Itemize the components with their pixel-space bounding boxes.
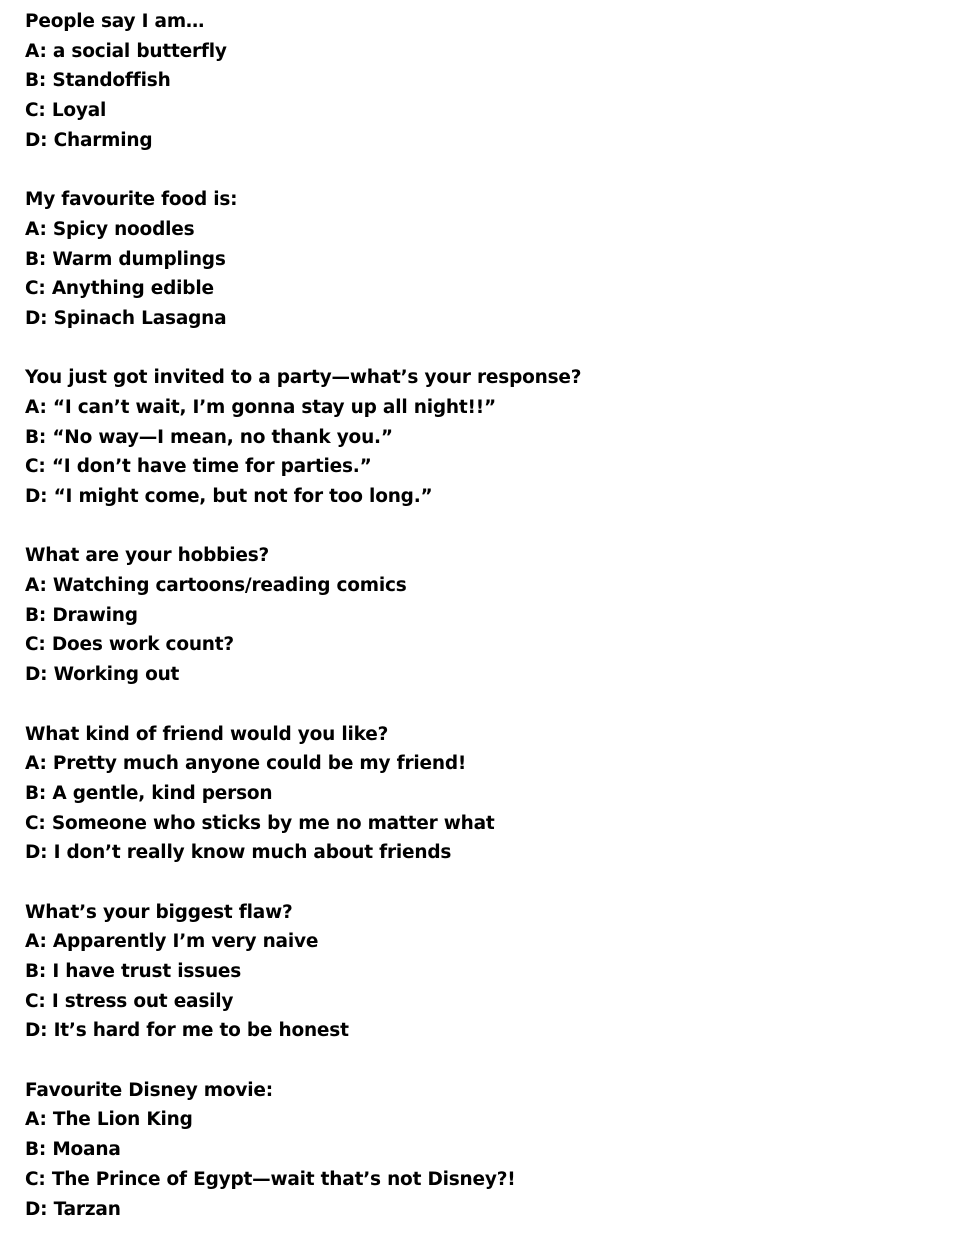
answer-option-a: A: Spicy noodles bbox=[25, 218, 195, 240]
answer-option-c: C: “I don’t have time for parties.” bbox=[25, 456, 372, 478]
question-prompt: You just got invited to a party—what’s your response? bbox=[25, 367, 582, 389]
question-prompt: What’s your biggest flaw? bbox=[25, 901, 293, 923]
answer-option-b: B: Warm dumplings bbox=[25, 248, 226, 270]
answer-option-b: B: I have trust issues bbox=[25, 961, 242, 982]
answer-option-d: D: Charming bbox=[25, 129, 153, 151]
answer-option-b: B: Standoffish bbox=[25, 70, 171, 92]
answer-option-b: B: A gentle, kind person bbox=[25, 782, 273, 804]
question-block bbox=[25, 363, 925, 511]
answer-option-b: B: “No way—I mean, no thank you.” bbox=[25, 426, 393, 448]
answer-option-d: D: Spinach Lasagna bbox=[25, 307, 227, 329]
answer-option-c: C: Someone who sticks by me no matter what bbox=[25, 812, 495, 834]
answer-option-a: A: The Lion King bbox=[25, 1109, 193, 1131]
answer-option-c: C: The Prince of Egypt—wait that’s not Disney?! bbox=[25, 1168, 516, 1190]
quiz-document bbox=[25, 7, 925, 1254]
question-prompt: What kind of friend would you like? bbox=[25, 723, 389, 745]
answer-option-a: A: Apparently I’m very naive bbox=[25, 931, 319, 953]
question-block bbox=[25, 541, 925, 689]
answer-option-a: A: “I can’t wait, I’m gonna stay up all night!!” bbox=[25, 396, 496, 418]
answer-option-a: A: Pretty much anyone could be my friend! bbox=[25, 753, 467, 775]
answer-option-d: D: It’s hard for me to be honest bbox=[25, 1020, 349, 1042]
answer-option-d: D: Tarzan bbox=[25, 1198, 121, 1220]
question-prompt: What are your hobbies? bbox=[25, 545, 270, 567]
answer-option-c: C: Loyal bbox=[25, 100, 107, 122]
answer-option-b: B: Moana bbox=[25, 1139, 121, 1161]
answer-option-c: C: Does work count? bbox=[25, 634, 234, 656]
answer-option-c: C: Anything edible bbox=[25, 278, 214, 300]
answer-option-d: D: Working out bbox=[25, 664, 180, 686]
answer-option-d: D: “I might come, but not for too long.” bbox=[25, 486, 433, 507]
question-prompt: Favourite Disney movie: bbox=[25, 1079, 273, 1101]
question-block bbox=[25, 898, 925, 1046]
question-block bbox=[25, 1076, 925, 1224]
question-prompt: People say I am… bbox=[25, 11, 205, 32]
answer-option-a: A: a social butterfly bbox=[25, 40, 227, 62]
question-block bbox=[25, 185, 925, 333]
question-block bbox=[25, 720, 925, 868]
question-prompt: My favourite food is: bbox=[25, 189, 238, 211]
answer-option-d: D: I don’t really know much about friends bbox=[25, 842, 452, 864]
answer-option-c: C: I stress out easily bbox=[25, 990, 234, 1012]
question-block bbox=[25, 7, 925, 155]
answer-option-b: B: Drawing bbox=[25, 604, 138, 626]
answer-option-a: A: Watching cartoons/reading comics bbox=[25, 575, 407, 597]
